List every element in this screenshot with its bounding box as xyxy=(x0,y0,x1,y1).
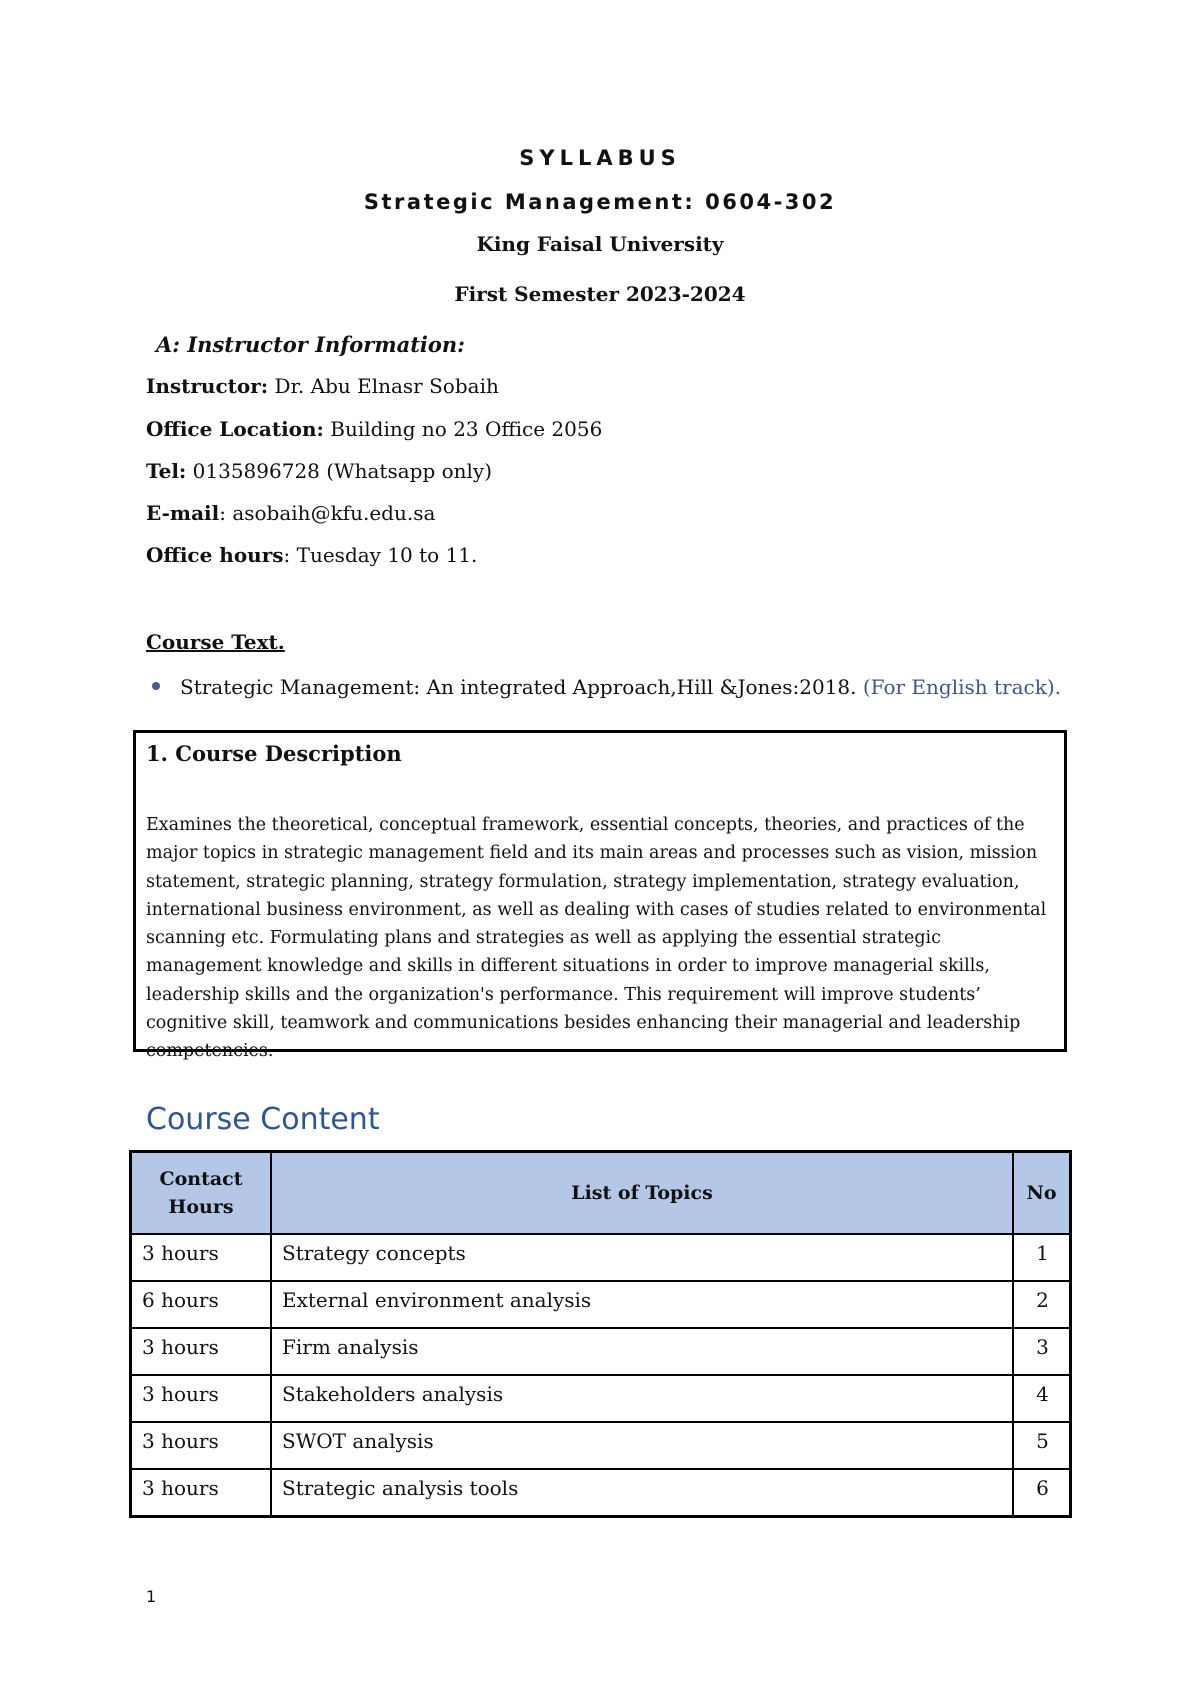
column-header-topics: List of Topics xyxy=(271,1152,1013,1235)
course-description-body: Examines the theoretical, conceptual framework, essential concepts, theories, and practices of the major topics in strategic management field and its main areas and processes such as vision, mission statement, strategic planning, strategy formulation, strategy implementation, strategy evaluation, international business environment, as well as dealing with cases of studies related to environmental scanning etc. Formulating plans and strategies as well as applying the essential strategic management knowledge and skills in different situations in order to improve managerial skills, leadership skills and the organization's performance. This requirement will improve students’ cognitive skill, teamwork and communications besides enhancing their managerial and leadership competencies. xyxy=(146,815,1047,1062)
course-text-note: (For English track). xyxy=(856,675,1061,699)
number-cell: 3 xyxy=(1013,1328,1071,1375)
number-cell: 2 xyxy=(1013,1281,1071,1328)
instructor-section-heading: A: Instructor Information: xyxy=(156,332,465,357)
instructor-line xyxy=(146,374,499,398)
syllabus-title: SYLLABUS xyxy=(519,146,681,170)
table-row xyxy=(131,1234,1071,1281)
topic-cell: Stakeholders analysis xyxy=(271,1375,1013,1422)
course-content-table xyxy=(129,1150,1072,1518)
office-location-value: Building no 23 Office 2056 xyxy=(323,417,603,441)
course-content-heading: Course Content xyxy=(146,1102,380,1137)
office-hours-line xyxy=(146,543,477,567)
hours-cell: 3 hours xyxy=(131,1422,272,1469)
instructor-value: Dr. Abu Elnasr Sobaih xyxy=(268,374,499,398)
course-text-book: Strategic Management: An integrated Approach,Hill &Jones:2018. xyxy=(180,675,857,699)
column-header-contact-hours: Contact Hours xyxy=(131,1152,272,1235)
table-row xyxy=(131,1281,1071,1328)
topic-cell: SWOT analysis xyxy=(271,1422,1013,1469)
topic-cell: Strategic analysis tools xyxy=(271,1469,1013,1516)
hours-cell: 3 hours xyxy=(131,1328,272,1375)
office-location-label: Office Location: xyxy=(146,417,324,441)
email-label: E-mail xyxy=(146,501,220,525)
email-value: : asobaih@kfu.edu.sa xyxy=(219,501,436,525)
number-cell: 4 xyxy=(1013,1375,1071,1422)
hours-cell: 3 hours xyxy=(131,1375,272,1422)
university-name: King Faisal University xyxy=(476,232,724,256)
course-description-title: 1. Course Description xyxy=(146,741,402,766)
topic-cell: Strategy concepts xyxy=(271,1234,1013,1281)
course-text-item xyxy=(152,675,1061,699)
topic-cell: External environment analysis xyxy=(271,1281,1013,1328)
topic-cell: Firm analysis xyxy=(271,1328,1013,1375)
bullet-icon xyxy=(152,682,160,690)
hours-cell: 6 hours xyxy=(131,1281,272,1328)
column-header-no: No xyxy=(1013,1152,1071,1235)
table-row xyxy=(131,1422,1071,1469)
number-cell: 1 xyxy=(1013,1234,1071,1281)
course-text-heading: Course Text. xyxy=(146,630,285,654)
page-number: 1 xyxy=(146,1587,157,1606)
office-hours-label: Office hours xyxy=(146,543,284,567)
tel-line xyxy=(146,459,492,483)
table-row xyxy=(131,1469,1071,1516)
office-location-line xyxy=(146,417,602,441)
table-header-row xyxy=(131,1152,1071,1235)
course-title: Strategic Management: 0604-302 xyxy=(363,190,837,214)
number-cell: 5 xyxy=(1013,1422,1071,1469)
hours-cell: 3 hours xyxy=(131,1234,272,1281)
semester-label: First Semester 2023-2024 xyxy=(454,282,746,306)
email-line xyxy=(146,501,435,525)
hours-cell: 3 hours xyxy=(131,1469,272,1516)
office-hours-value: : Tuesday 10 to 11. xyxy=(283,543,478,567)
table-row xyxy=(131,1375,1071,1422)
tel-value: 0135896728 (Whatsapp only) xyxy=(186,459,493,483)
number-cell: 6 xyxy=(1013,1469,1071,1516)
tel-label: Tel: xyxy=(146,459,187,483)
table-row xyxy=(131,1328,1071,1375)
instructor-label: Instructor: xyxy=(146,374,269,398)
course-description-box xyxy=(133,730,1067,1062)
